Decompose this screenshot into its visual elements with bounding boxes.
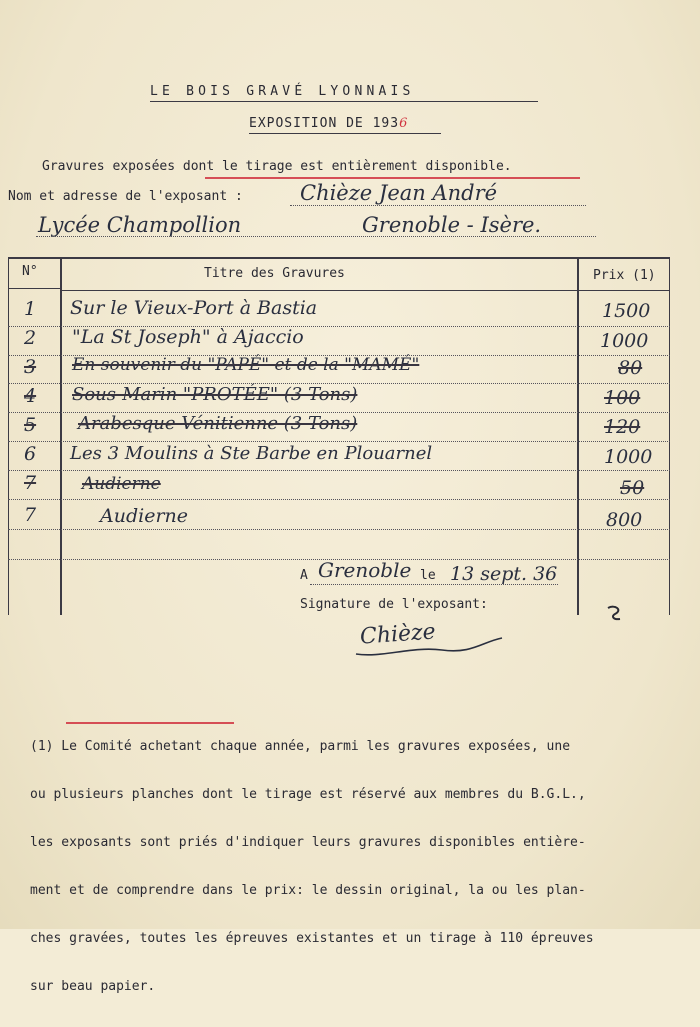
exposition-underline — [249, 133, 441, 134]
row-5-no: 5 — [24, 414, 37, 436]
row-5-price: 120 — [604, 416, 641, 438]
footnote-line: sur beau papier. — [30, 979, 156, 994]
header-bottom-rule-no — [8, 288, 60, 289]
date-dotted-line — [310, 584, 558, 585]
exposition-title — [249, 116, 408, 131]
footnote-line: ment et de comprendre dans le prix: le dessin original, la ou les plan- — [30, 883, 586, 898]
footnote-line: les exposants sont priés d'indiquer leurs gravures disponibles entière- — [30, 835, 586, 850]
row-2-title: "La St Joseph" à Ajaccio — [72, 326, 304, 348]
row-5-title: Arabesque Vénitienne (3 Tons) — [78, 413, 358, 434]
society-underline — [150, 101, 538, 102]
name-dotted-line — [290, 205, 586, 206]
pencil-mark — [603, 602, 627, 626]
row-4-no: 4 — [24, 385, 37, 407]
row-1-title: Sur le Vieux-Port à Bastia — [70, 297, 318, 319]
row-8-no: 7 — [24, 504, 37, 526]
exhibitor-name: Chièze Jean André — [300, 181, 498, 205]
signature-label: Signature de l'exposant: — [300, 597, 488, 612]
col-header-price: Prix (1) — [593, 268, 656, 283]
col-no-divider — [60, 257, 62, 615]
row-8-price: 800 — [606, 509, 643, 531]
col-header-title: Titre des Gravures — [204, 266, 345, 281]
address-dotted-line — [36, 236, 596, 237]
place-handwritten: Grenoble — [318, 558, 412, 582]
header-bottom-rule-price — [579, 290, 669, 291]
row-1-no: 1 — [24, 298, 37, 320]
row-2-no: 2 — [24, 327, 37, 349]
exhibitor-label: Nom et adresse de l'exposant : — [8, 189, 243, 204]
row-3-no: 3 — [24, 356, 37, 378]
subtitle-red-underline — [205, 177, 580, 179]
footnote — [30, 707, 676, 1027]
exhibitor-address-2: Grenoble - Isère. — [362, 213, 542, 237]
exposition-text: EXPOSITION DE 193 — [249, 116, 400, 131]
col-header-no: N° — [22, 264, 38, 279]
row-6-no: 6 — [24, 443, 37, 465]
row-line — [8, 529, 670, 530]
row-3-title: En souvenir du "PAPÉ" et de la "MAMÉ" — [72, 355, 420, 375]
table-top-rule — [8, 257, 670, 259]
row-7-no-struck: 7 — [24, 472, 37, 494]
row-3-price: 80 — [618, 357, 643, 379]
row-1-price: 1500 — [602, 300, 651, 322]
row-8-title: Audierne — [100, 505, 189, 527]
subtitle: Gravures exposées dont le tirage est entièrement disponible. — [42, 159, 512, 174]
place-prefix: A — [300, 568, 308, 583]
row-4-title: Sous-Marin "PROTÉE" (3 Tons) — [72, 384, 358, 405]
year-digit: 6 — [399, 116, 409, 131]
footnote-line: ches gravées, toutes les épreuves existantes et un tirage à 110 épreuves — [30, 931, 594, 946]
date-handwritten: 13 sept. 36 — [450, 563, 558, 585]
footnote-line: (1) Le Comité achetant chaque année, parmi les gravures exposées, une — [30, 739, 571, 754]
society-title: LE BOIS GRAVÉ LYONNAIS — [150, 84, 415, 99]
row-6-price: 1000 — [604, 446, 653, 468]
row-6-title: Les 3 Moulins à Ste Barbe en Plouarnel — [70, 443, 433, 464]
col-price-divider — [577, 257, 579, 615]
row-line — [8, 441, 670, 442]
footnote-red-underline — [66, 722, 234, 724]
footnote-line: ou plusieurs planches dont le tirage est réservé aux membres du B.G.L., — [30, 787, 586, 802]
row-4-price: 100 — [604, 387, 641, 409]
signature-flourish — [352, 628, 512, 668]
exhibitor-address-1: Lycée Champollion — [38, 213, 242, 237]
row-7-price-struck: 50 — [620, 477, 645, 499]
table-right-rule — [669, 257, 670, 615]
row-line — [8, 470, 670, 471]
row-7-title-struck: Audierne — [82, 474, 161, 494]
row-line — [8, 499, 670, 500]
header-bottom-rule-title — [62, 290, 577, 291]
table-left-rule — [8, 257, 9, 615]
signature-handwritten: Chièze — [359, 619, 437, 650]
row-2-price: 1000 — [600, 330, 649, 352]
date-le: le — [420, 568, 436, 583]
